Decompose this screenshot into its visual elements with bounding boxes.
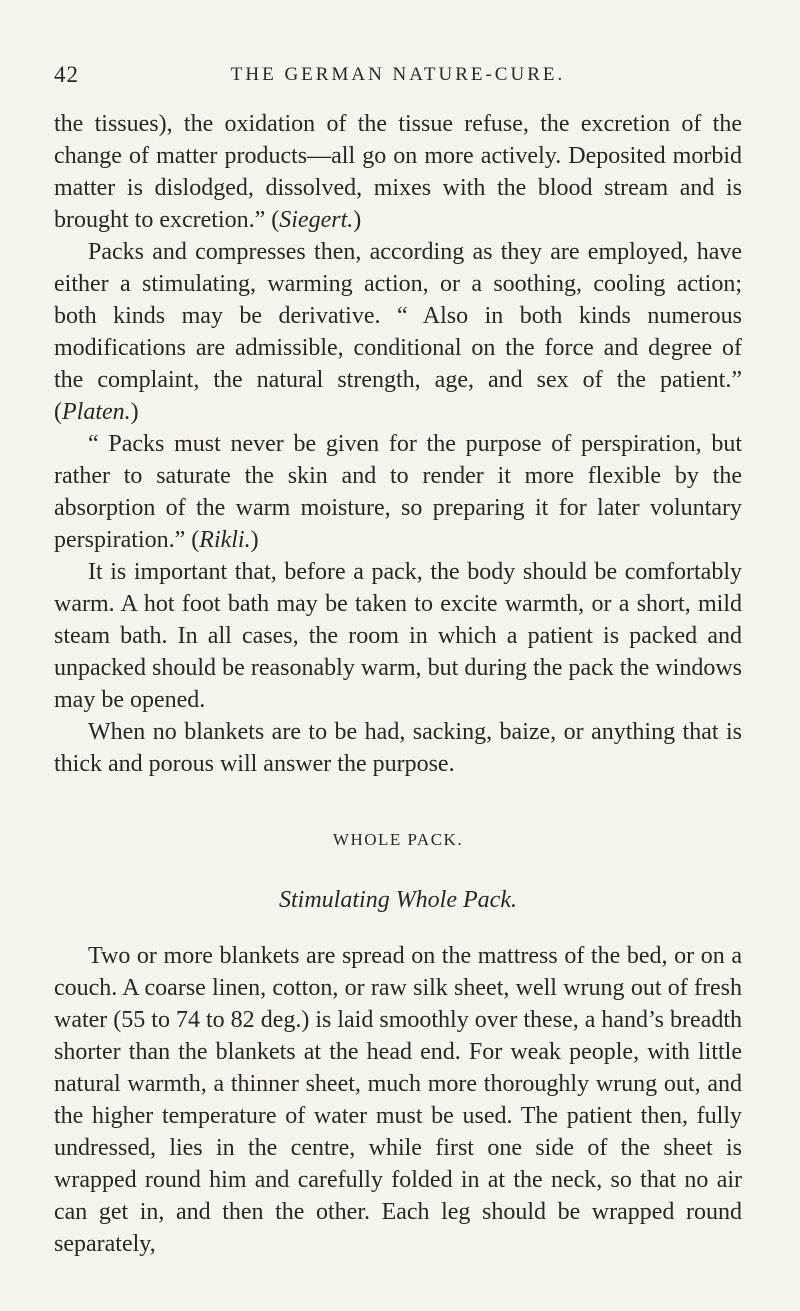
paragraph-perspiration [54, 428, 742, 556]
paragraph-text: the tissues), the oxidation of the tissue refuse, the excretion of the change of matter products—all go on more actively. Deposited morbid matter is dislodged, dissolved, mixes with the blood stream and is brought to excretion.” ( [54, 111, 742, 233]
section-heading: WHOLE PACK. [332, 830, 464, 849]
paragraph-text: Packs and compresses then, according as they are employed, have either a stimulating, warming action, or a soothing, cooling action; both kinds may be derivative. “ Also in both kinds numerous modifications are admissible, conditional on the force and degree of the complaint, the natural strength, age, and sex of the patient.” ( [54, 239, 742, 425]
citation-platen: Platen. [62, 399, 131, 425]
paragraph-warmth: It is important that, before a pack, the body should be comfortably warm. A hot foot bath may be taken to excite warmth, or a short, mild steam bath. In all cases, the room in which a patient is packed and unpacked should be reasonably warm, but during the pack the windows may be opened. [54, 559, 742, 713]
citation-close: ) [130, 399, 139, 425]
paragraph-continued [54, 108, 742, 236]
citation-siegert: Siegert. [279, 207, 354, 233]
paragraph-blankets: When no blankets are to be had, sacking, baize, or anything that is thick and porous will answer the purpose. [54, 719, 742, 777]
running-title: THE GERMAN NATURE-CURE. [230, 64, 566, 85]
running-header [54, 58, 742, 94]
citation-rikli: Rikli. [199, 527, 251, 553]
citation-close: ) [250, 527, 259, 553]
paragraph-text: “ Packs must never be given for the purpose of perspiration, but rather to saturate the skin and to render it more flexible by the absorption of the warm moisture, so preparing it for later voluntary perspiration.” ( [54, 431, 742, 553]
citation-close: ) [353, 207, 362, 233]
paragraph-packs-compresses [54, 236, 742, 428]
body-text [54, 108, 742, 1260]
section-subheading: Stimulating Whole Pack. [279, 887, 517, 913]
paragraph-whole-pack: Two or more blankets are spread on the mattress of the bed, or on a couch. A coarse linen, cotton, or raw silk sheet, well wrung out of fresh water (55 to 74 to 82 deg.) is laid smoothly over these, a hand’s breadth shorter than the blankets at the head end. For weak people, with little natural warmth, a thinner sheet, much more thoroughly wrung out, and the higher temperature of water must be used. The patient then, fully undressed, lies in the centre, while first one side of the sheet is wrapped round him and carefully folded in at the neck, so that no air can get in, and then the other. Each leg should be wrapped round separately, [54, 943, 742, 1257]
page-number: 42 [54, 62, 79, 87]
